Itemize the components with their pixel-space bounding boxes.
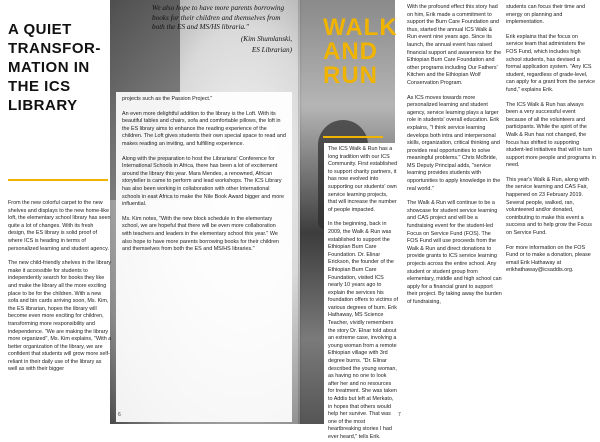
pull-quote-text: We also hope to have more parents borrowing books for their children and themselves from both the ES and MS/HS libraria.": [152, 4, 285, 31]
paragraph: An even more delightful addition to the library is the Loft. With its beautiful tables and chairs, sofa and comfortable pillows, the loft in the ES library aims to enhance the reading experience of the children. The Loft gives students their own special space to read and makes reading an inviting, and fulfilling experience.: [122, 110, 286, 147]
left-page: [0, 0, 300, 424]
right-page: [300, 0, 600, 440]
paragraph: As ICS moves towards more personalized learning and student agency, service learning plays a larger role in students' overall education. Erik explains, "I think service learning develops both intra and interpersonal skills, organization, critical thinking and provides real opportunities to solve meaningful problems." Chris McBride, MS Deputy Principal adds, "service learning provides students with opportunities to apply knowledge in the real world.": [407, 94, 501, 192]
page-number: 6: [118, 412, 121, 418]
pull-quote: [152, 4, 292, 56]
page-number: 7: [398, 412, 401, 418]
page-gutter: [298, 0, 302, 424]
title-line: AND: [323, 38, 378, 65]
title-line: WALK: [323, 14, 398, 41]
title-line: TRANSFOR-: [8, 40, 101, 57]
pull-quote-attribution-role: ES Librarian): [251, 46, 292, 54]
paragraph: With the profound effect this story had on him, Erik made a commitment to support the Burn Care Foundation and thus, started the annual ICS Walk & Run event nine years ago. Since its launch, the annual event has raised financial support and awareness for the Ethiopian Burn Care Foundation and other programs including Our Fathers' Kitchen and the Ethiopian Wolf Conservation Program.: [407, 4, 502, 86]
paragraph: projects such as the Passion Project.": [122, 96, 213, 102]
body-column-a: [8, 200, 112, 381]
title-line: THE ICS: [8, 78, 71, 95]
title-accent-rule: [323, 136, 383, 138]
body-column-b: [116, 92, 292, 422]
body-column-d: [407, 0, 502, 314]
title-accent-rule: [8, 179, 108, 181]
body-column-e: [506, 0, 596, 282]
paragraph: students can focus their time and energy on planning and implementation.: [506, 4, 586, 26]
title-line: MATION IN: [8, 59, 90, 76]
walk-run-article-title: [323, 16, 413, 88]
paragraph: The ICS Walk & Run has always been a very successful event because of all the volunteers and participants. While the spirit of the Walk & Run has not changed, the focus has shifted to supporting student-led initiatives that will in turn support more people and programs in need.: [506, 101, 596, 169]
paragraph: Ms. Kim notes, "With the new block schedule in the elementary school, we are hopeful that there will be even more collaboration with teachers and leaders in the elementary school this year." We also hope to have more parents borrowing books for their children and themselves from both the ES and MS/HS libraries.": [122, 215, 280, 253]
title-line: RUN: [323, 62, 378, 89]
paragraph: This year's Walk & Run, along with the service learning and CAS Fair, happened on 23 February 2019. Several people, walked, ran, volunteered and/or donated, contributing to make this event a success and to help grow the Focus on Service Fund.: [506, 176, 592, 237]
paragraph: Along with the preparation to host the Librarians' Conference for International Schools in Africa, there has been a lot of excitement around the library this year. Mara Mendes, a renowned, African storyteller is came to perform and lead workshops. The ICS Library has also been working in collaboration with other International schools in east Africa to make the Nile Book Award bigger and more influential.: [122, 155, 285, 208]
paragraph: The Walk & Run will continue to be a showcase for student service learning and CAS project and will be a fundraising event for the student-led Focus on Service Fund (FOS). The FOS Fund will use proceeds from the Walk & Run and direct donations to provide grants to ICS service learning projects across the entire school. Any student or student group from elementary, middle and high school can apply for a financial grant to support their project. By taking away the burden of fundraising,: [407, 200, 502, 305]
paragraph: In the beginning, back in 2009, the Walk & Run was established to support the Ethiopian Burn Care Foundation. Dr. Elinar Erickson, the founder of the Ethiopian Burn Care Foundation, visited ICS nearly 10 years ago to explain the services his foundation offers to victims of various degrees of burn. Erik Hathaway, MS Science Teacher, vividly remembers the story Dr. Elnar told about an extreme case, involving a young woman from a remote Ethiopian village with 3rd degree burns. "Dr. Elinar described the young woman, as having no one to look after her and no resources for treatment. She was taken to Addis but left at Merkato, in hopes that others would help her survive. That was one of the most heartbreaking stories I had ever heard," tells Erik.: [328, 221, 399, 440]
paragraph: Erik explains that the focus on service team that administers the FOS Fund, which includes high school students, has devised a formal application system. "Any ICS student, regardless of grade-level, can apply for a grant from the service fund," explains Erik.: [506, 33, 595, 93]
library-article-title: [8, 20, 118, 115]
paragraph: From the new colorful carpet to the new shelves and displays to the new home-like loft, the elementary school library has seen quite a lot of changes. With its fresh design, the ES library is solid proof of where ICS is heading in terms of personalized learning and student agency.: [8, 200, 111, 252]
paragraph: For more information on the FOS Fund or to make a donation, please email Erik Hathaway at erikhathaway@icsaddis.org.: [506, 244, 591, 274]
title-line: LIBRARY: [8, 97, 78, 114]
paragraph: The new child-friendly shelves in the library make it accessible for students to independently search for books they like and make the library all the more exciting place to be for the children. With a new sofa and bin cards arriving soon, Ms. Kim, the ES librarian, hopes the library will become even more exciting for children, transforming more responsibility and independence. "We are making the library more organized", Ms. Kim explains, "With a better organization of the library, we are confident that students will grow more self-reliant in their daily use of the library as well as with their bigger: [8, 260, 112, 373]
paragraph: The ICS Walk & Run has a long tradition with our ICS Community. First established to support charity partners, it has now evolved into supporting our students' own service learning projects, that will increase the number of people impacted.: [328, 146, 398, 213]
body-column-c: [324, 143, 402, 440]
title-line: A QUIET: [8, 21, 72, 38]
pull-quote-attribution-name: (Kim Shumlanski,: [240, 34, 292, 43]
